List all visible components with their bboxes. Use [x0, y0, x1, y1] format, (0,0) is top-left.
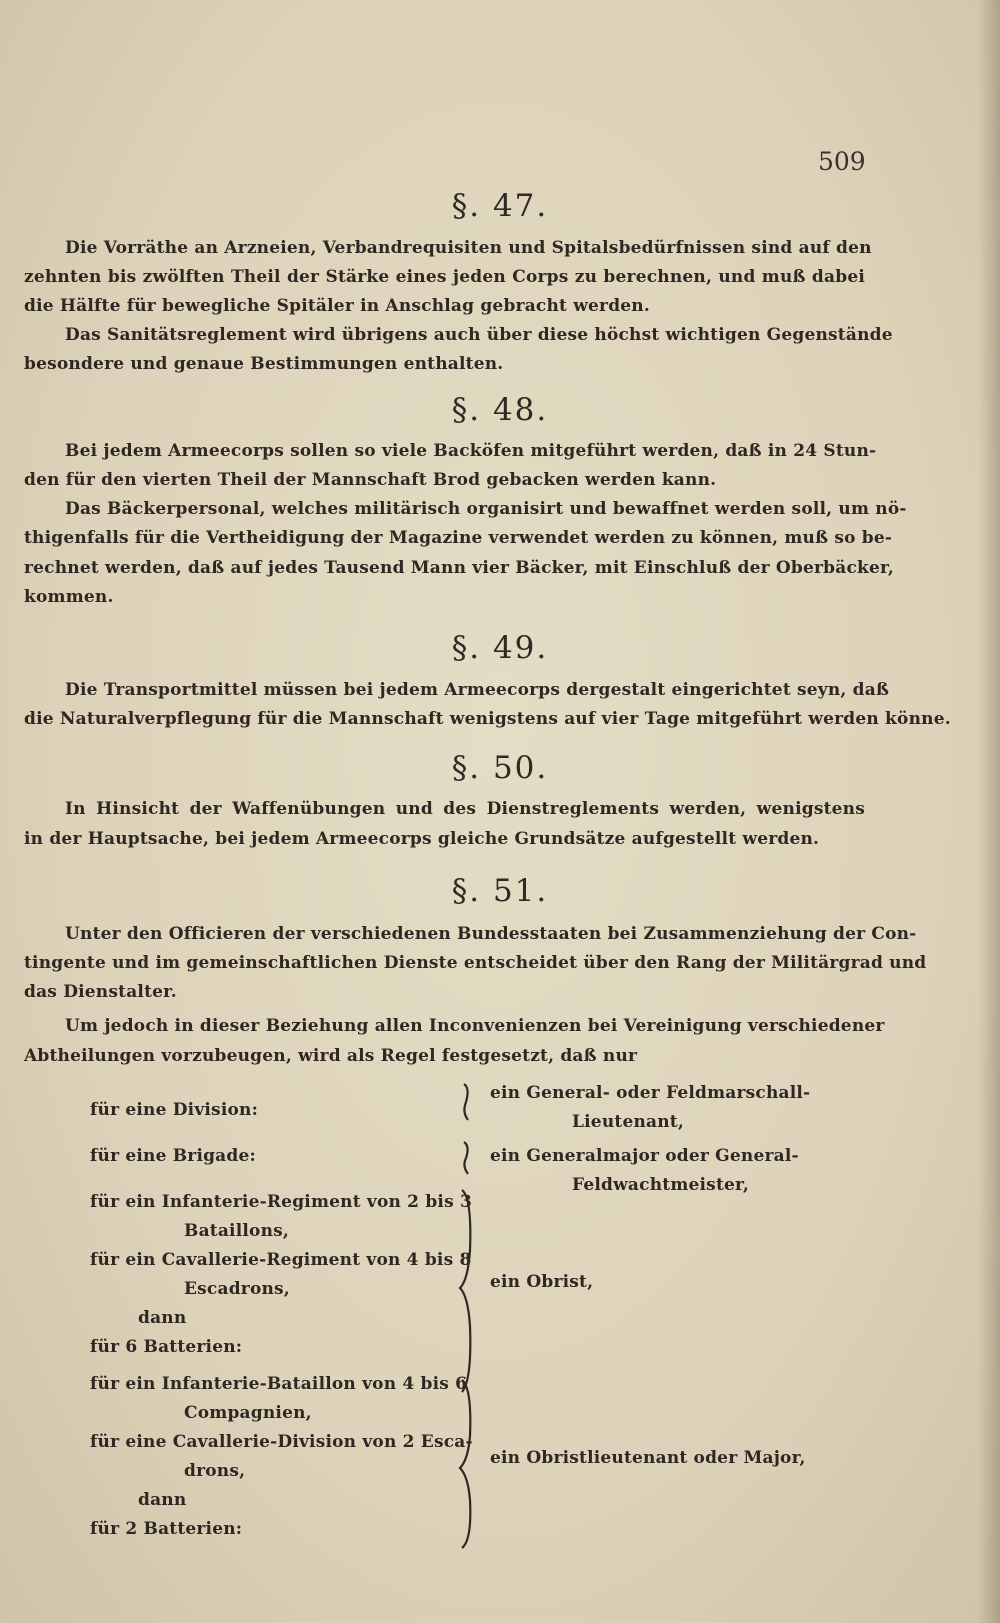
rank-general-title: ein General- oder Feldmarschall- [490, 1083, 811, 1103]
s47-line-3: die Hälfte für bewegliche Spitäler in Anschlag gebracht werden. [24, 296, 650, 316]
rank-dann-2: dann [138, 1490, 187, 1510]
rank-cavalry-regiment-label: für ein Cavallerie-Regiment von 4 bis 8 [90, 1250, 472, 1270]
section-heading-51: §. 51. [451, 873, 549, 909]
section-heading-50: §. 50. [451, 750, 549, 786]
s48-line-2: den für den vierten Theil der Mannschaft Brod gebacken werden kann. [24, 470, 717, 490]
s47-line-4: Das Sanitätsreglement wird übrigens auch über diese höchst wichtigen Gegenstände [65, 325, 893, 345]
s51-line-3: das Dienstalter. [24, 982, 177, 1002]
page-number: 509 [818, 147, 866, 176]
rank-infantry-regiment-cont: Bataillons, [184, 1221, 290, 1241]
s48-line-4: thigenfalls für die Vertheidigung der Magazine verwendet werden zu können, muß so be- [24, 528, 893, 548]
rank-infantry-battalion-cont: Compagnien, [184, 1403, 312, 1423]
rank-2-batteries-label: für 2 Batterien: [90, 1519, 243, 1539]
s49-line-1: Die Transportmittel müssen bei jedem Armeecorps dergestalt eingerichtet seyn, daß [65, 680, 890, 700]
rank-cavalry-regiment-cont: Escadrons, [184, 1279, 290, 1299]
rank-infantry-regiment-label: für ein Infanterie-Regiment von 2 bis 3 [90, 1192, 472, 1212]
section-heading-49: §. 49. [451, 630, 549, 666]
rank-general-title-cont: Lieutenant, [572, 1112, 684, 1132]
s47-line-1: Die Vorräthe an Arzneien, Verbandrequisiten und Spitalsbedürfnissen sind auf den [65, 238, 872, 258]
s51-line-1: Unter den Officieren der verschiedenen Bundesstaaten bei Zusammenziehung der Con- [65, 924, 917, 944]
brace-group-icon [456, 1080, 486, 1550]
s48-line-3: Das Bäckerpersonal, welches militärisch organisirt und bewaffnet werden soll, um nö- [65, 499, 907, 519]
rank-dann-1: dann [138, 1308, 187, 1328]
s47-line-2: zehnten bis zwölften Theil der Stärke eines jeden Corps zu berechnen, und muß dabei [24, 267, 865, 287]
rank-cavalry-division-cont: drons, [184, 1461, 246, 1481]
section-heading-48: §. 48. [451, 392, 549, 428]
s50-line-1: In Hinsicht der Waffenübungen und des Dienstreglements werden, wenigstens [65, 799, 865, 819]
s48-line-1: Bei jedem Armeecorps sollen so viele Backöfen mitgeführt werden, daß in 24 Stun- [65, 441, 877, 461]
page-edge-shadow [978, 0, 1000, 1623]
s51-line-2: tingente und im gemeinschaftlichen Dienste entscheidet über den Rang der Militärgrad und [24, 953, 927, 973]
rank-division-label: für eine Division: [90, 1100, 259, 1120]
s50-line-2: in der Hauptsache, bei jedem Armeecorps gleiche Grundsätze aufgestellt werden. [24, 829, 820, 849]
s48-line-5: rechnet werden, daß auf jedes Tausend Mann vier Bäcker, mit Einschluß der Oberbäcker, [24, 558, 895, 578]
rank-generalmajor-title: ein Generalmajor oder General- [490, 1146, 799, 1166]
rank-obrist-title: ein Obrist, [490, 1272, 594, 1292]
rank-cavalry-division-label: für eine Cavallerie-Division von 2 Esca- [90, 1432, 473, 1452]
rank-6-batteries-label: für 6 Batterien: [90, 1337, 243, 1357]
rank-infantry-battalion-label: für ein Infanterie-Bataillon von 4 bis 6 [90, 1374, 468, 1394]
rank-brigade-label: für eine Brigade: [90, 1146, 256, 1166]
rank-obristlieutenant-title: ein Obristlieutenant oder Major, [490, 1448, 806, 1468]
section-heading-47: §. 47. [451, 188, 549, 224]
s51-line-5: Abtheilungen vorzubeugen, wird als Regel festgesetzt, daß nur [24, 1046, 638, 1066]
s51-line-4: Um jedoch in dieser Beziehung allen Inconvenienzen bei Vereinigung verschiedener [65, 1016, 885, 1036]
rank-generalmajor-title-cont: Feldwachtmeister, [572, 1175, 750, 1195]
s47-line-5: besondere und genaue Bestimmungen enthalten. [24, 354, 504, 374]
s48-line-6: kommen. [24, 587, 114, 607]
s49-line-2: die Naturalverpflegung für die Mannschaft wenigstens auf vier Tage mitgeführt werden könne. [24, 709, 951, 729]
